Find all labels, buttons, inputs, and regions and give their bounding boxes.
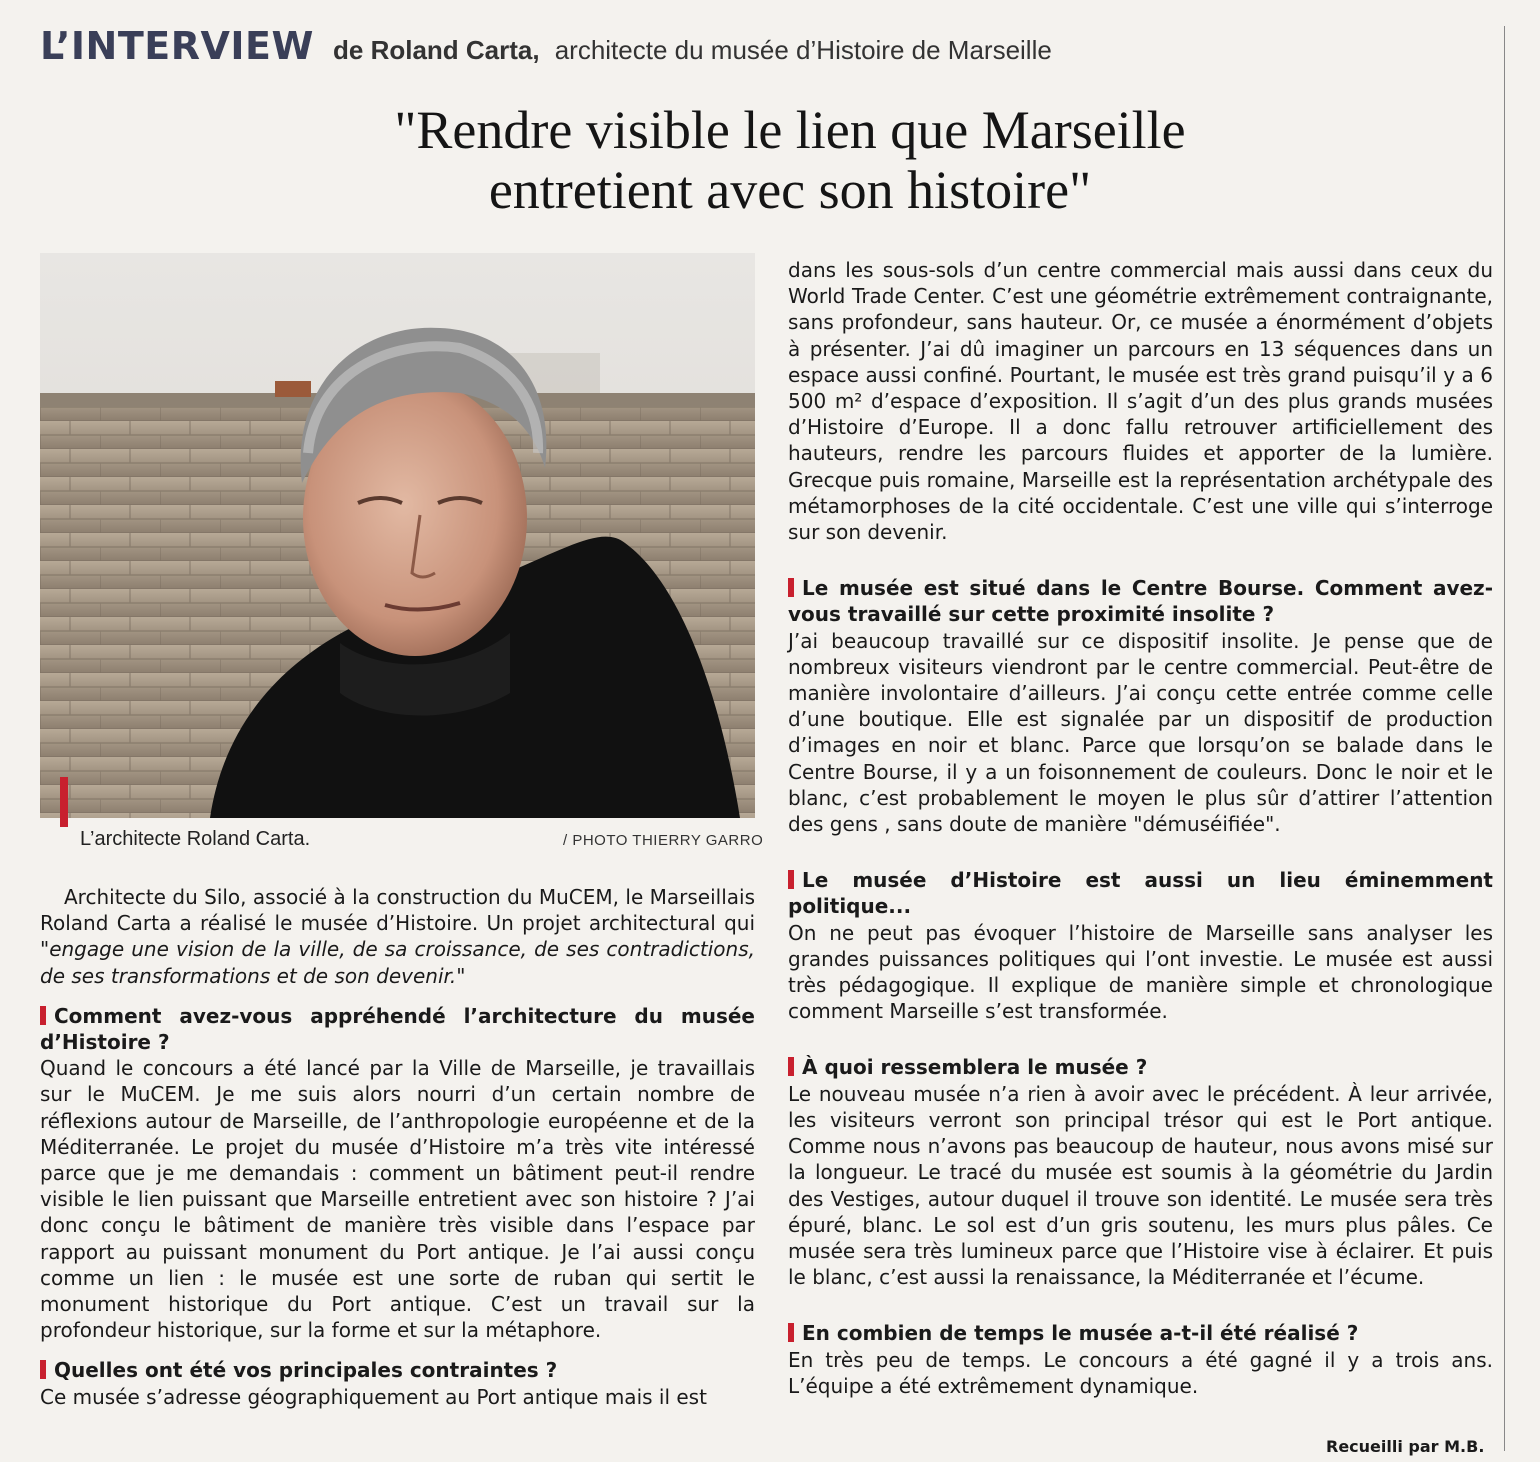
caption-accent-bar	[60, 777, 68, 827]
kicker: L’INTERVIEW	[40, 24, 314, 68]
byline-name: de Roland Carta,	[333, 35, 540, 65]
intro-quote: "engage une vision de la ville, de sa croissance, de ses contradictions, de ses transformations et de son devenir."	[40, 937, 755, 988]
headline-line-2: entretient avec son histoire"	[488, 160, 1092, 220]
question-5: À quoi ressemblera le musée ?	[788, 1054, 1493, 1080]
answer-6: En très peu de temps. Le concours a été gagné il y a trois ans. L’équipe a été extrêmement dynamique.	[788, 1347, 1493, 1398]
answer-4: On ne peut pas évoquer l’histoire de Marseille sans analyser les grandes puissances politiques qui l’ont investie. Le musée est aussi très pédagogique. Il explique de manière simple et chronologique comment Marseille s’est transformée.	[788, 920, 1493, 1024]
article-header	[40, 24, 1052, 68]
answer-2-start: Ce musée s’adresse géographiquement au Port antique mais il est	[40, 1384, 707, 1409]
question-2: Quelles ont été vos principales contraintes ?	[40, 1357, 755, 1383]
headline-line-1: "Rendre visible le lien que Marseille	[394, 100, 1186, 160]
headline	[260, 100, 1320, 220]
intro-text: Architecte du Silo, associé à la construction du MuCEM, le Marseillais Roland Carta a réalisé le musée d’Histoire. Un projet architectural qui	[40, 885, 755, 936]
answer-3: J’ai beaucoup travaillé sur ce dispositif insolite. Je pense que de nombreux visiteurs viendront par le centre commercial. Peut-être de manière involontaire d’ailleurs. J’ai conçu cette entrée comme celle d’une boutique. Elle est signalée par un dispositif de production d’images en noir et blanc. Parce que lorsqu’on se balade dans le Centre Bourse, il y a un foisonnement de couleurs. Donc le noir et le blanc, c’est probablement le moyen le plus sûr d’attirer l’attention des gens , sans doute de manière "démuséifiée".	[788, 628, 1493, 837]
answer-1: Quand le concours a été lancé par la Ville de Marseille, je travaillais sur le MuCEM. Je me suis alors nourri d’un certain nombre de réflexions autour de Marseille, de l’anthropologie européenne et de la Méditerranée. Le projet du musée d’Histoire m’a très vite intéressé parce que je me demandais : comment un bâtiment peut-il rendre visible le lien puissant que Marseille entretient avec son histoire ? J’ai donc conçu le bâtiment de manière très visible dans l’espace par rapport au puissant monument du Port antique. Je l’ai aussi conçu comme un lien : le musée est une sorte de ruban qui sertit le monument historique du Port antique. C’est un travail sur la profondeur historique, sur la forme et sur la métaphore.	[40, 1056, 755, 1343]
photo-credit: / PHOTO THIERRY GARRO	[563, 832, 764, 849]
right-column	[788, 257, 1493, 1399]
left-column	[40, 884, 755, 1410]
question-3: Le musée est situé dans le Centre Bourse. Comment avez-vous travaillé sur cette proximité insolite ?	[788, 576, 1493, 627]
portrait-illustration	[40, 253, 755, 818]
question-6: En combien de temps le musée a-t-il été réalisé ?	[788, 1320, 1493, 1346]
portrait-photo	[40, 253, 755, 818]
signature: Recueilli par M.B.	[1326, 1437, 1485, 1456]
answer-2-continued: dans les sous-sols d’un centre commercial mais aussi dans ceux du World Trade Center. C’est une géométrie extrêmement contraignante, sans profondeur, sans hauteur. Or, ce musée a énormément d’objets à présenter. J’ai dû imaginer un parcours en 13 séquences dans un espace aussi confiné. Pourtant, le musée est très grand puisqu’il y a 6 500 m² d’espace d’exposition. Il s’agit d’un des plus grands musées d’Histoire d’Europe. Il a donc fallu retrouver artificiellement des hauteurs, rendre les parcours fluides et apporter de la lumière. Grecque puis romaine, Marseille est la représentation archétypale des métamorphoses de la cité occidentale. C’est une ville qui s’interroge sur son devenir.	[788, 258, 1493, 545]
question-4: Le musée d’Histoire est aussi un lieu éminemment politique...	[788, 868, 1493, 919]
photo-caption: L’architecte Roland Carta.	[80, 828, 311, 850]
answer-5: Le nouveau musée n’a rien à avoir avec le précédent. À leur arrivée, les visiteurs verront son principal trésor qui est le Port antique. Comme nous n’avons pas beaucoup de hauteur, nous avons misé sur la longueur. Le tracé du musée est soumis à la géométrie du Jardin des Vestiges, autour duquel il trouve son identité. Le musée sera très épuré, blanc. Le sol est d’un gris soutenu, les murs plus pâles. Ce musée sera très lumineux parce que l’Histoire vise à éclairer. Et puis le blanc, c’est aussi la renaissance, la Méditerranée et l’écume.	[788, 1081, 1493, 1290]
question-1: Comment avez-vous appréhendé l’architecture du musée d’Histoire ?	[40, 1003, 755, 1055]
byline-role: architecte du musée d’Histoire de Marseille	[554, 35, 1052, 65]
intro-paragraph	[40, 884, 755, 989]
